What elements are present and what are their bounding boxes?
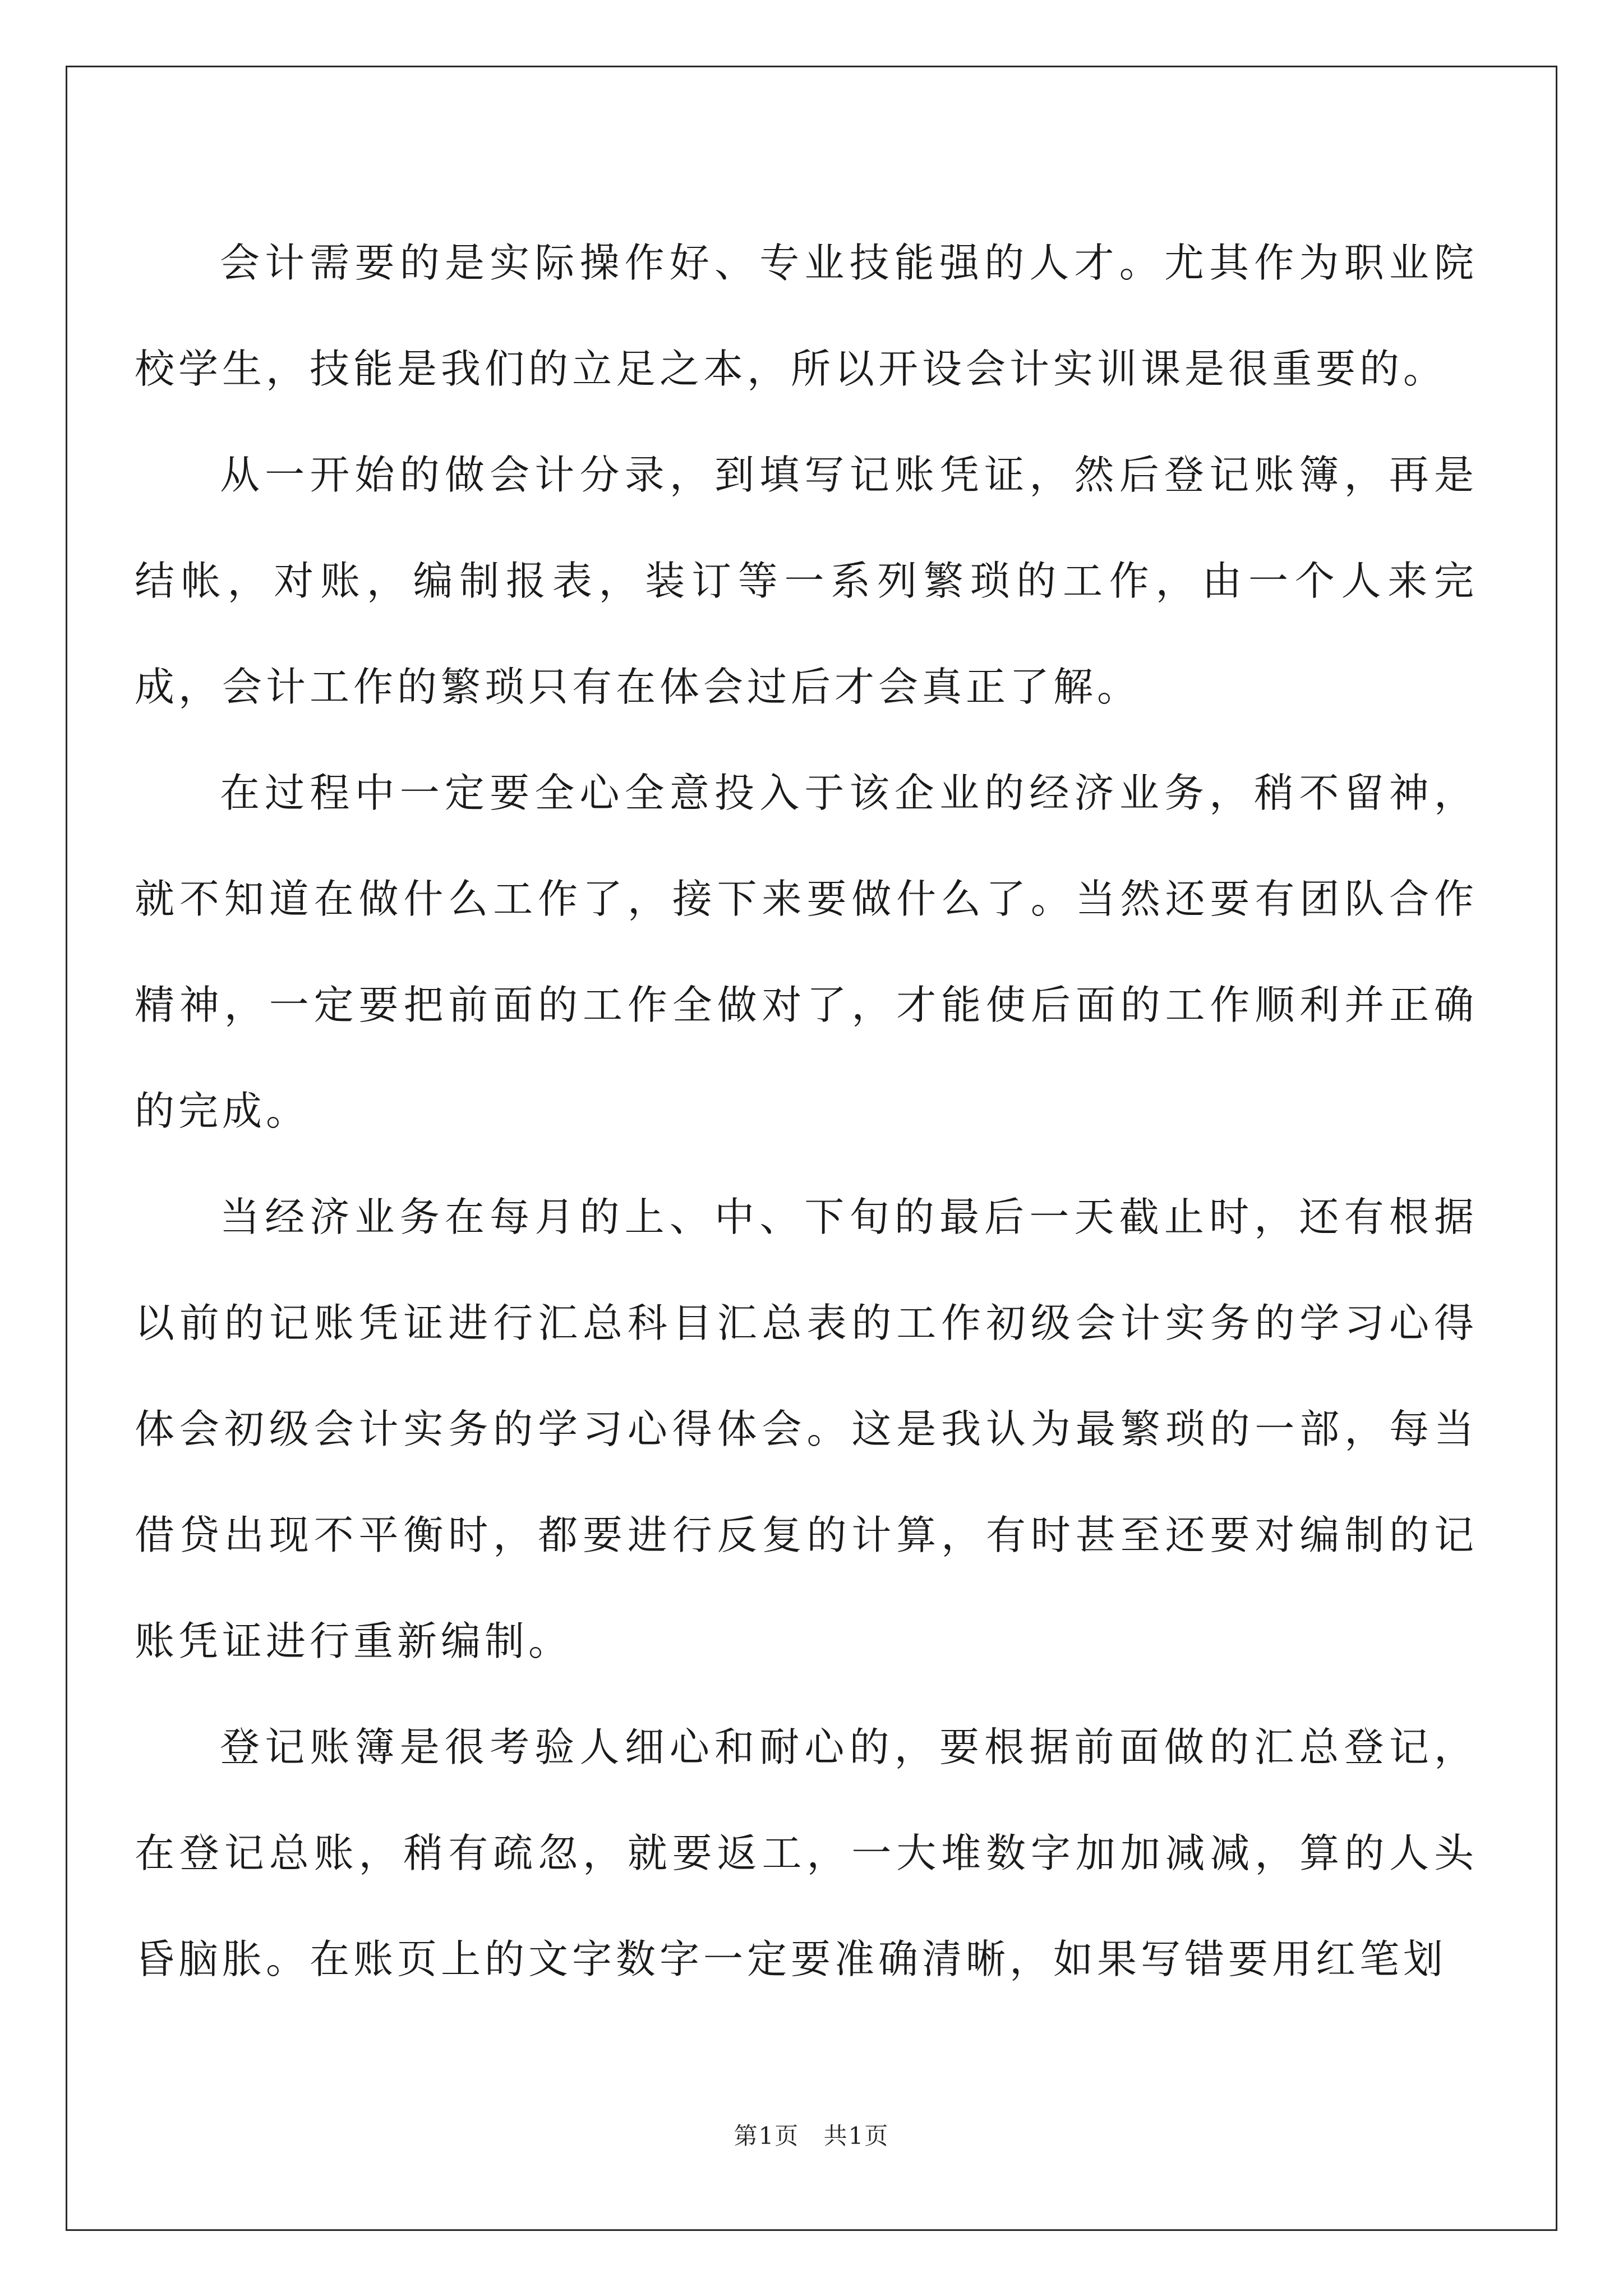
paragraph-3: 在过程中一定要全心全意投入于该企业的经济业务，稍不留神，就不知道在做什么工作了，接下来要做什么了。当然还要有团队合作精神，一定要把前面的工作全做对了，才能使后面的工作顺利并正确的完成。 [135,770,1478,1134]
paragraph-1: 会计需要的是实际操作好、专业技能强的人才。尤其作为职业院校学生，技能是我们的立足之本，所以开设会计实训课是很重要的。 [135,240,1478,392]
page-footer [0,2119,1623,2153]
paragraph-4: 当经济业务在每月的上、中、下旬的最后一天截止时，还有根据以前的记账凭证进行汇总科目汇总表的工作初级会计实务的学习心得体会初级会计实务的学习心得体会。这是我认为最繁琐的一部，每当借贷出现不平衡时，都要进行反复的计算，有时甚至还要对编制的记账凭证进行重新编制。 [135,1194,1478,1664]
paragraph-5: 登记账簿是很考验人细心和耐心的，要根据前面做的汇总登记，在登记总账，稍有疏忽，就要返工，一大堆数字加加减减，算的人头昏脑胀。在账页上的文字数字一定要准确清晰，如果写错要用红笔划 [135,1724,1478,1982]
document-body [135,210,1478,2012]
paragraph-2: 从一开始的做会计分录，到填写记账凭证，然后登记账簿，再是结帐，对账，编制报表，装订等一系列繁琐的工作，由一个人来完成，会计工作的繁琐只有在体会过后才会真正了解。 [135,452,1478,710]
page-number-current: 第1页 [734,2122,800,2150]
page-number-total: 共1页 [823,2122,889,2150]
